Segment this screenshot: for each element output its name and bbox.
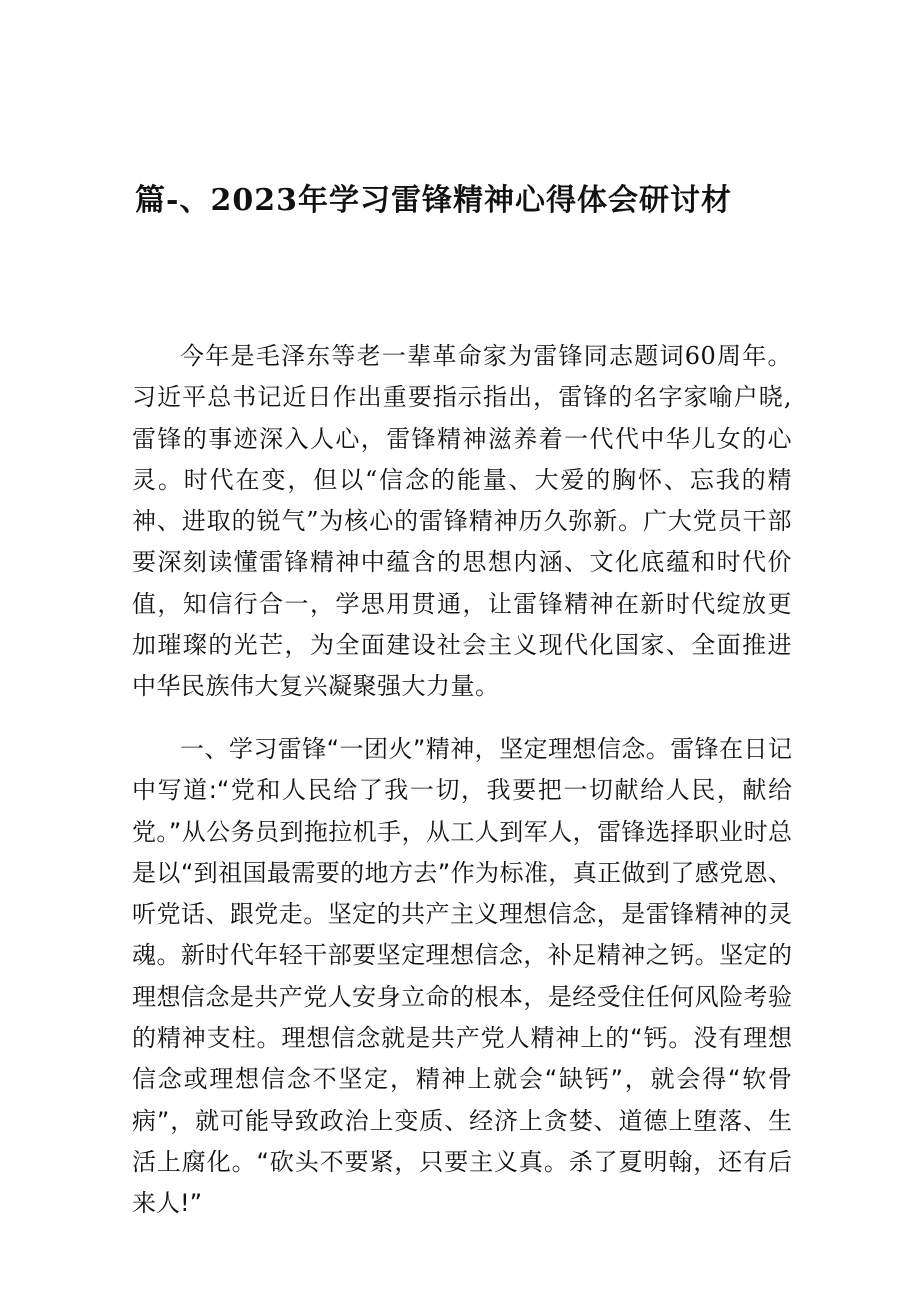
document-title: 篇-、2023年学习雷锋精神心得体会研讨材 (135, 183, 732, 218)
paragraph-section-one: 一、学习雷锋“一团火”精神，坚定理想信念。雷锋在日记中写道:“党和人民给了我一切，我要把一切献给人民，献给党。”从公务员到拖拉机手，从工人到军人，雷锋选择职业时总是以“到祖国最需要的地方去”作为标准，真正做到了感党恩、听党话、跟党走。坚定的共产主义理想信念，是雷锋精神的灵魂。新时代年轻干部要坚定理想信念，补足精神之钙。坚定的理想信念是共产党人安身立命的根本，是经受住任何风险考验的精神支柱。理想信念就是共产党人精神上的“钙。没有理想信念或理想信念不坚定，精神上就会“缺钙”，就会得“软骨病”，就可能导致政治上变质、经济上贪婪、道德上堕落、生活上腐化。“砍头不要紧，只要主义真。杀了夏明翰，还有后来人!” (132, 735, 792, 1218)
paragraph-intro: 今年是毛泽东等老一辈革命家为雷锋同志题词60周年。习近平总书记近日作出重要指示指出，雷锋的名字家喻户晓,雷锋的事迹深入人心，雷锋精神滋养着一代代中华儿女的心灵。时代在变，但以“信念的能量、大爱的胸怀、忘我的精神、进取的锐气”为核心的雷锋精神历久弥新。广大党员干部要深刻读懂雷锋精神中蕴含的思想内涵、文化底蕴和时代价值，知信行合一，学思用贯通，让雷锋精神在新时代绽放更加璀璨的光芒，为全面建设社会主义现代化国家、全面推进中华民族伟大复兴凝聚强大力量。 (132, 342, 792, 701)
